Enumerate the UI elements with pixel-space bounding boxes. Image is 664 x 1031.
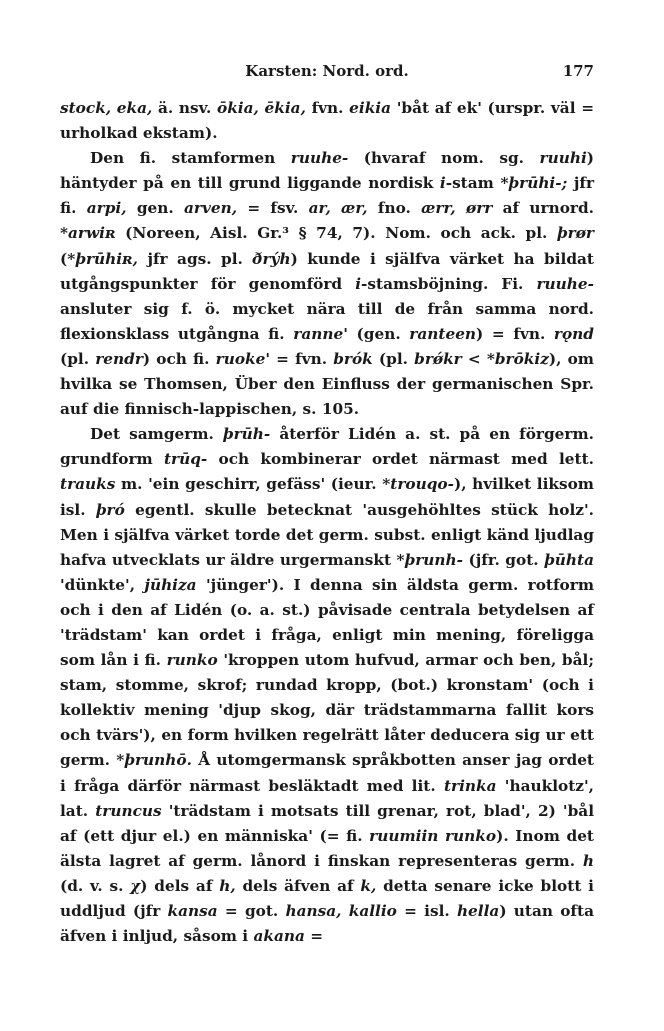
cited-word: þró — [95, 500, 125, 519]
cited-word: eikia — [349, 99, 392, 117]
text-run: ) utan ofta äfven i inljud, såsom i — [60, 902, 594, 946]
text-run: jfr ags. pl. — [138, 249, 253, 268]
text-run: -stamsböjning. Fi. — [361, 274, 537, 293]
text-run — [342, 902, 349, 920]
cited-word: jūhiza — [144, 575, 197, 594]
text-run: = got. — [217, 902, 286, 920]
cited-word: rǫnd — [553, 324, 595, 343]
text-run: m. 'ein geschirr, gefäss' (ieur. — [115, 475, 383, 494]
cited-word: trinka — [443, 776, 497, 795]
cited-word: ðrýh — [252, 249, 291, 268]
cited-word: kansa — [167, 902, 218, 920]
cited-word: ruuhe- — [290, 149, 349, 168]
text-run: = isl. — [396, 902, 457, 920]
text-run: ), om hvilka se Thomsen, Über den Einfluss der germanischen Spr. auf die finnisch-lappischen, s. 105. — [60, 349, 594, 419]
cited-word: ruoke' — [215, 349, 271, 368]
cited-word: ruuhe- — [536, 274, 594, 293]
text-run: = fvn. — [270, 349, 334, 368]
cited-word: i — [355, 274, 362, 293]
cited-word: brǿkr — [414, 349, 462, 368]
text-run: dels äfven af — [235, 876, 361, 895]
running-title: Karsten: Nord. ord. — [245, 62, 409, 80]
cited-word: *þrunhō. — [116, 751, 192, 770]
cited-word: þrūh- — [222, 425, 271, 444]
text-run: och kombinerar ordet närmast med lett. — [207, 450, 594, 469]
cited-word: *trouqo- — [382, 475, 454, 494]
text-run: = fsv. — [237, 199, 309, 218]
cited-word: ar, ær, — [308, 199, 368, 218]
text-run: -stam — [445, 174, 501, 193]
cited-word: χ — [130, 876, 141, 895]
text-run: ) häntyder på en till grund liggande nordisk — [60, 149, 595, 193]
text-run: ansluter sig f. ö. mycket nära till de från samma nord. flexionsklass utgångna fi. — [60, 299, 594, 343]
text-run: jfr fi. — [60, 174, 595, 218]
text-run: fvn. — [305, 99, 350, 117]
text-run: ( — [60, 249, 68, 268]
cited-word: trūq- — [163, 450, 208, 469]
text-run: (hvaraf nom. sg. — [348, 149, 540, 168]
text-run: (jfr. got. — [463, 550, 545, 569]
running-head — [60, 62, 594, 86]
text-run: (Noreen, Aisl. Gr.³ § 74, 7). Nom. och ack. pl. — [115, 224, 557, 243]
paragraph-1 — [60, 96, 594, 146]
text-run: Den fi. stamformen — [90, 149, 291, 168]
text-run: af urnord. — [492, 199, 594, 218]
text-run: ) dels af — [140, 876, 220, 895]
cited-word: h — [582, 851, 594, 870]
cited-word: þūhta — [544, 550, 595, 569]
paragraph-3 — [60, 422, 594, 949]
body-text — [60, 96, 594, 949]
cited-word: k, — [360, 876, 377, 895]
text-run: ) = fvn. — [476, 324, 554, 343]
cited-word: arven, — [184, 199, 238, 218]
cited-word: stock, eka, — [60, 99, 153, 117]
cited-word: arpi, — [86, 199, 127, 218]
cited-word: þrør — [556, 224, 594, 243]
cited-word: rendr — [95, 349, 143, 368]
cited-word: truncus — [95, 801, 162, 820]
cited-word: *þrūhi-; — [500, 174, 568, 193]
cited-word: ruumiin runko — [369, 826, 497, 845]
text-run: fno. — [367, 199, 422, 218]
cited-word: akana — [253, 927, 305, 946]
cited-word: runko — [166, 651, 218, 670]
cited-word: *brōkiz — [486, 349, 549, 368]
cited-word: ōkia, ēkia, — [217, 99, 306, 117]
text-run: 'båt af ek' (urspr. väl = urholkad ekstam). — [60, 99, 595, 143]
cited-word: h, — [219, 876, 236, 895]
cited-word: trauks — [60, 475, 116, 494]
cited-word: brók — [333, 349, 373, 368]
cited-word: ærr, ørr — [421, 199, 493, 218]
text-run: ) och fi. — [142, 349, 216, 368]
text-run: Det samgerm. — [90, 425, 223, 444]
cited-word: i — [439, 174, 446, 193]
text-run: (pl. — [60, 349, 96, 368]
text-run: 'dünkte', — [60, 575, 145, 594]
text-run: återför Lidén a. st. på en förgerm. grundform — [60, 425, 594, 469]
text-run: 'jünger'). I denna sin äldsta germ. rotform och i den af Lidén (o. a. st.) påvisade centrala betydelsen af 'trädstam' kan ordet i fråga, enligt min mening, föreligga som lån i fi. — [60, 575, 595, 670]
cited-word: ruuhi — [539, 149, 587, 168]
cited-word: hella — [456, 902, 500, 920]
cited-word: kallio — [348, 902, 397, 920]
cited-word: ranteen — [409, 324, 477, 343]
text-run: (d. v. s. — [60, 876, 131, 895]
cited-word: ranne' — [293, 324, 348, 343]
text-run: Å utomgermansk språkbotten anser jag ordet i fråga därför närmast besläktadt med lit. — [60, 751, 595, 795]
text-run: ) kunde i själfva värket ha bildat utgångspunkter för genomförd — [60, 249, 594, 293]
text-run: (gen. — [347, 324, 410, 343]
text-run: egentl. skulle betecknat 'ausgehöhltes stück holz'. Men i själfva värket torde det germ. subst. enligt känd ljudlag hafva utvecklats ur äldre urgermanskt — [60, 500, 594, 569]
cited-word: *arwiʀ — [60, 224, 116, 243]
cited-word: hansa, — [285, 902, 342, 920]
text-run: < — [461, 349, 487, 368]
page-number: 177 — [562, 62, 594, 80]
text-run: ä. nsv. — [152, 99, 217, 117]
text-run: ), hvilket liksom isl. — [60, 475, 594, 519]
text-run: (pl. — [372, 349, 415, 368]
text-run: gen. — [126, 199, 184, 218]
paragraph-2 — [60, 146, 594, 422]
text-run: 'hauklotz', lat. — [60, 776, 594, 820]
text-run: detta senare icke blott i uddljud (jfr — [60, 876, 594, 920]
cited-word: *þrunh- — [396, 550, 463, 569]
text-run: 'kroppen utom hufvud, armar och ben, bål; stam, stomme, skrof; rundad kropp, (bot.) kronstam' (och i kollektiv mening 'djup skog, där trädstammarna fallit kors och tvärs'), en form hvilken regelrätt låter deducera sig ur ett germ. — [60, 651, 594, 770]
cited-word: *þrūhiʀ, — [67, 249, 139, 268]
text-run: = — [304, 927, 324, 946]
text-run: 'trädstam i motsats till grenar, rot, blad', 2) 'bål af (ett djur el.) en människa' (= fi. — [60, 801, 594, 845]
text-run: ). Inom det älsta lagret af germ. lånord i finskan representeras germ. — [60, 826, 594, 870]
